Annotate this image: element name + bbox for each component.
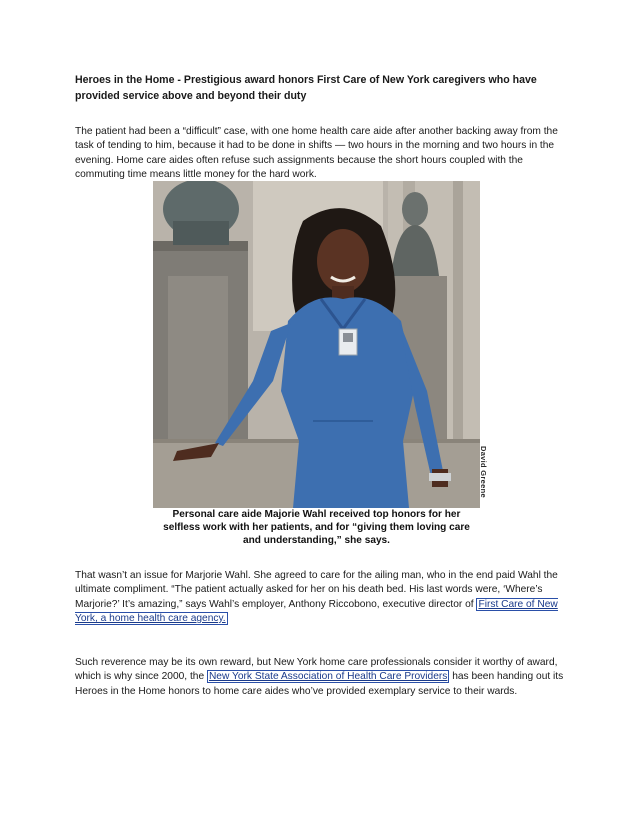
- paragraph-3-text-after: has been handing out its Heroes in the Home honors to home care aides who’ve provided exemplary service to their wards.: [75, 671, 564, 697]
- photo-credit: David Greene: [479, 446, 488, 498]
- paragraph-2: [75, 569, 570, 626]
- caption-line: and understanding,” she says.: [243, 535, 390, 546]
- paragraph-1: The patient had been a “difficult” case, with one home health care aide after another backing away from the task of tending to him, because it had to be done in shifts — two hours in the morning and two hours in the evening. Home care aides often refuse such assignments because the short hours coupled with the commuting time means little money for the hard work.: [75, 126, 558, 180]
- association-link[interactable]: New York State Association of Health Care Providers: [208, 671, 448, 683]
- article-figure: [153, 181, 488, 554]
- paragraph-3-text-before: Such reverence may be its own reward, but New York home care professionals consider it worthy of award, which is why since 2000, the: [75, 657, 558, 683]
- paragraph-2-text: That wasn’t an issue for Marjorie Wahl. She agreed to care for the ailing man, who in the end paid Wahl the ultimate compliment. “The patient actually asked for her on his death bed. His last words were, ‘Where’s Marjorie?’ It’s amazing,” says Wahl’s employer, Anthony Riccobono, executive director of: [75, 570, 558, 610]
- caregiver-photo: [153, 181, 480, 508]
- article-title: Heroes in the Home - Prestigious award honors First Care of New York caregivers who have provided service above and beyond their duty: [75, 74, 537, 102]
- paragraph-3: [75, 656, 570, 699]
- first-care-link[interactable]: First Care of New York, a home health care agency.: [75, 598, 558, 624]
- caption-line: Personal care aide Majorie Wahl received top honors for her: [172, 509, 461, 520]
- caption-line: selfless work with her patients, and for “giving them loving care: [163, 522, 470, 533]
- photo-caption: [153, 508, 480, 547]
